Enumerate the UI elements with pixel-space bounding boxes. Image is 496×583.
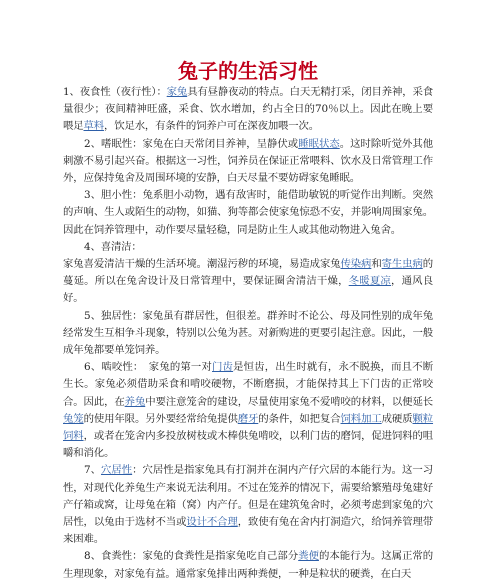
text-segment: 2、嗜眠性：家兔在白天常闭目养神，呈静伏或 <box>84 137 299 150</box>
inline-link[interactable]: 磨牙 <box>237 412 259 425</box>
inline-link[interactable]: 兔笼 <box>63 412 84 425</box>
text-segment: ，致使有兔在舍内打洞造穴，给饲养管理带来困难。 <box>63 516 434 546</box>
text-segment: 是恒齿，出生时就有，永不脱换，而且不断生长。家兔必须借助采食和啃咬硬物，不断磨损，才能保持其上下门齿的正常咬合。因此，在 <box>63 361 433 408</box>
text-segment: 的本能行为。这属正常的生理现象，对家兔有益。通常家兔排出两种粪便，一种是粒状的硬粪，在白天 <box>63 550 433 580</box>
text-segment: ，通风良好。 <box>63 275 433 305</box>
inline-link[interactable]: 家兔 <box>166 86 188 98</box>
inline-link[interactable]: 传染病 <box>340 258 372 271</box>
inline-link[interactable]: 饲料加工 <box>340 412 382 425</box>
text-segment: 4、喜清洁： <box>84 240 142 253</box>
text-segment: ，或者在笼舍内多投放树枝或木棒供兔啃咬，以利门齿的磨饲，促进饲料的咀嚼和消化。 <box>63 430 433 460</box>
text-segment: 成硬质 <box>381 412 413 425</box>
inline-link[interactable]: 设计不合理 <box>186 516 238 529</box>
inline-link[interactable]: 粪便 <box>298 550 319 563</box>
text-segment: 7、 <box>84 464 101 477</box>
inline-link[interactable]: 草料 <box>83 120 104 133</box>
text-segment: 中要注意笼舍的建设，尽量使用家兔不爱啃咬的材料，以便延长 <box>145 395 433 408</box>
text-segment: 6、啮咬性： 家兔的第一对 <box>84 361 213 374</box>
paragraph <box>63 84 433 136</box>
text-segment: 具有昼静夜动的特点。白天无精打采，闭目养神，采食量很少；夜间精神旺盛，采食、饮水增加，约占全日的70％以上。因此在晚上要喂足 <box>63 86 434 133</box>
text-segment: 3、胆小性：兔系胆小动物，遇有敌害时，能借助敏锐的听觉作出判断。突然的声响、生人或陌生的动物，如猫、狗等都会使家兔惊恐不安，并影响周围家兔。因此在饲养管理中，动作要尽量轻稳，同是防止生人或其他动物进入兔舍。 <box>63 189 433 236</box>
text-segment: 的使用年限。另外要经常给兔提供 <box>83 412 238 425</box>
paragraph <box>63 548 433 582</box>
text-segment: 5、独居性：家兔虽有群居性，但很差。群养时不论公、母及同性别的成年兔经常发生互相争斗现象，特别以公兔为甚。对新购进的更要引起注意。因此，一般成年兔都要单笼饲养。 <box>63 309 433 357</box>
inline-link[interactable]: 寄生虫病 <box>381 258 423 271</box>
inline-link[interactable]: 睡眠状态 <box>298 137 340 150</box>
text-segment: ，饮足水，有条件的饲养户可在深夜加喂一次。 <box>103 120 320 133</box>
inline-link[interactable]: 颗粒饲料 <box>63 412 434 443</box>
inline-link[interactable]: 门齿 <box>212 361 234 374</box>
text-segment: 8、食粪性：家兔的食粪性是指家兔吃自己部分 <box>84 550 299 563</box>
paragraph <box>63 256 433 308</box>
paragraph <box>63 239 433 256</box>
text-segment: 的蔓延。所以在兔舍设计及日常管理中，要保证圈舍清洁干燥， <box>63 258 433 288</box>
text-segment: 和 <box>371 258 382 271</box>
paragraph <box>63 462 433 548</box>
text-segment: 1、夜食性（夜行性）： <box>63 86 167 98</box>
inline-link[interactable]: 冬暖夏凉 <box>348 275 392 288</box>
text-segment: ：穴居性是指家兔具有打洞并在洞内产仔穴居的本能行为。这一习性，对现代化养兔生产来说无法利用。不过在笼养的情况下，需要给繁殖母兔建好产仔箱或窝，让母兔在箱（窝）内产仔。但是在建筑兔舍时，必须考虑到家兔的穴居性，以兔由于选材不当或 <box>63 464 433 529</box>
text-segment: 的条件，如把复合 <box>258 412 341 425</box>
paragraph <box>63 187 433 239</box>
text-segment: 。这时除听觉外其他刺激不易引起兴奋。根据这一习性，饲养员在保证正常喂料、饮水及日常管理工作外，应保持兔舍及周围环境的安静，白天尽量不要妨碍家兔睡眠。 <box>63 137 433 185</box>
page-title: 兔子的生活习性 <box>178 59 318 83</box>
text-segment: 家兔喜爱清洁干燥的生活环境。潮湿污秽的环境，易造成家兔 <box>63 258 341 271</box>
paragraph <box>63 136 433 188</box>
paragraph <box>63 308 433 360</box>
inline-link[interactable]: 穴居性 <box>100 464 133 477</box>
paragraph <box>63 359 433 462</box>
article-body <box>63 84 433 583</box>
inline-link[interactable]: 养兔 <box>124 395 146 408</box>
